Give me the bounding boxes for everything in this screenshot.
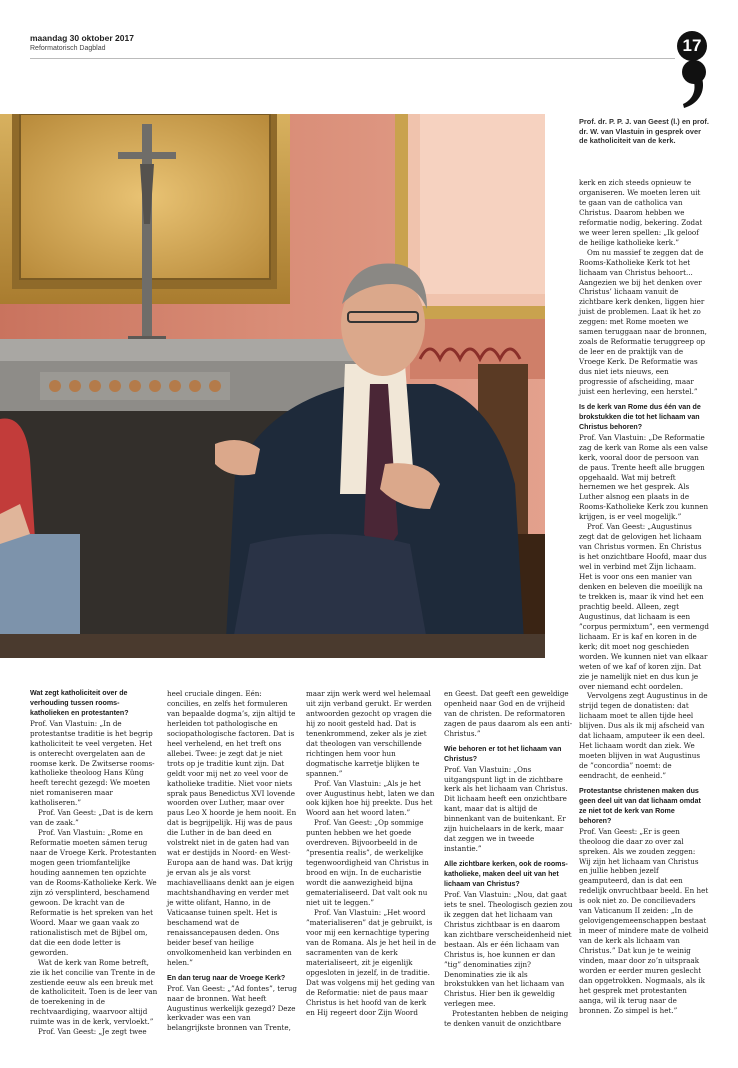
comma-logo-icon <box>680 58 708 110</box>
article-paragraph: heel cruciale dingen. Eén: concilies, en zelfs het formuleren van bepaalde dogma’s, zijn altijd te herleiden tot pathologische en sociopathologische factoren. Dat is heel verhelend, en het treft ons allebei. Twee: je zegt dat je niet trots op je traditie kunt zijn. Dat geldt voor mij net zo veel voor de katholieke traditie. Niet voor niets sprak paus Benedictus XVI lovende woorden over Luther, maar over paus Leo X hoorde je hem nooit. En dat is begrijpelijk. Hij was de paus die Luther in de ban deed en volstrekt niet in de gaten had van wat er destijds in Noord- en West-Europa aan de hand was. Dat krijg je ervan als je als vorst machiavelliaans denkt aan je eigen machtshandhaving en verder met je witte olifant, Hanno, in de Vaticaanse tuinen spelt. Het is beschamend wat de renaissancepausen deden. Ons beider besef van heilige onvolkomenheid kan verbinden en helen.” <box>167 689 297 967</box>
header-divider <box>30 58 675 59</box>
question-heading: Protestantse christenen maken dus geen deel uit van dat lichaam omdat ze niet tot de kerk van Rome behoren? <box>579 787 701 825</box>
question-heading: En dan terug naar de Vroege Kerk? <box>167 973 286 982</box>
article-paragraph: Prof. Van Geest: „Er is geen theoloog die daar zo over zal spreken. Als we zouden zeggen: Wij zijn het lichaam van Christus en jullie hebben jezelf geamputeerd, dan is dat een redelijk onvruchtbaar beeld. En het is ook niet zo. De concilievaders van Vaticanum II zeiden: „In de gelovigengemeenschappen bestaat in meer of mindere mate de volheid van de kerk als lichaam van Christus.” Dat kun je te weinig vinden, maar door zo’n uitspraak worden er eerder muren geslecht dan opgetrokken. Nogmaals, als ik het gesprek met protestanten aanga, wil ik terug naar de bronnen. Zo simpel is het.” <box>579 826 709 1015</box>
article-paragraph: Prof. Van Vlastuin: „Rome en Reformatie moeten sámen terug naar de Vroege Kerk. Protestanten mogen geen triomfantelijke houding aannemen ten opzichte van de Rooms-Katholieke Kerk. We zijn zó versplinterd, beschamend gewoon. De kracht van de Reformatie is het spreken van het Woord. Maar we gaan vaak zo rationalistisch met de Bijbel om, dat die een dode letter is geworden. <box>30 828 157 957</box>
article-column-2 <box>167 689 297 1033</box>
article-column-4 <box>444 689 574 1029</box>
photo-scene <box>0 114 545 658</box>
article-column-right <box>579 178 709 1016</box>
article-paragraph: Om nu massief te zeggen dat de Rooms-Katholieke Kerk tot het lichaam van Christus behoort... Aangezien we bij het denken over Christus’ lichaam vanuit de zichtbare kerk denken, liggen hier juist de problemen. Laat ik het zo zeggen: met Rome moeten we samen teruggaan naar de bronnen, zoals de Reformatie teruggreep op de leer en de praktijk van de Vroege Kerk. De Reformatie was dus niet iets nieuws, een progressie of afscheiding, maar juist een herleving, een herstel.” <box>579 247 707 397</box>
article-paragraph: Wat de kerk van Rome betreft, zie ik het concilie van Trente in de zestiende eeuw als een breuk met de katholiciteit. Toen is de leer van de toerekening in de rechtvaardiging, waarvoor altijd ruimte was in de kerk, vervloekt.” <box>30 957 158 1027</box>
article-paragraph: Prof. Van Vlastuin: „Als je het over Augustinus hebt, laten we dan ook kijken hoe hij preekte. Dus het Woord aan het woord laten.” <box>306 778 435 818</box>
article-paragraph: Prof. Van Geest: „”Ad fontes”, terug naar de bronnen. Wat heeft Augustinus werkelijk gezegd? Deze kerkvader was een van belangrijkste bronnen van Trente, <box>167 983 297 1033</box>
question-heading: Is de kerk van Rome dus één van de brokstukken die tot het lichaam van Christus behoren? <box>579 402 701 431</box>
article-column-3 <box>306 689 436 1017</box>
header-paper-name: Reformatorisch Dagblad <box>30 45 106 52</box>
article-paragraph: Prof. Van Vlastuin: „De Reformatie zag de kerk van Rome als een valse kerk, vooral door de persoon van de paus. Trente heeft alle bruggen opgehaald. Wat mij betreft hernemen we het gesprek. Als Luther alsnog een plaats in de Rooms-Katholieke Kerk zou kunnen krijgen, is er veel mogelijk.” <box>579 432 709 522</box>
article-paragraph: Prof. Van Vlastuin: „In de protestantse traditie is het begrip katholiciteit te veel vergeten. Het is onterecht overgelaten aan de roomse kerk. De Zwitserse rooms-katholieke theoloog Hans Küng heeft terecht gezegd: We moeten niet romaniseren maar katholiseren.” <box>30 718 155 808</box>
article-paragraph: Prof. Van Geest: „Dat is de kern van de zaak.” <box>30 808 154 828</box>
article-paragraph: en Geest. Dat geeft een geweldige openheid naar God en de vrijheid van de christen. De reformatoren zagen de paus daarom als een anti-Christus.” <box>444 689 573 738</box>
article-paragraph: Prof. Van Geest: „Je zegt twee <box>38 1027 147 1037</box>
article-paragraph: Prof. Van Geest: „Op sommige punten hebben we het goede overdreven. Bijvoorbeeld in de ”presentia realis”, de werkelijke tegenwoordigheid van Christus in brood en wijn. In de eucharistie wordt die aanwezigheid bijna gematerialiseerd. Dat valt ook nu niet uit te leggen.” <box>306 818 429 908</box>
page-number-badge: 17 <box>677 31 707 61</box>
article-paragraph: Prof. Van Vlastuin: „Het woord ”materialiseren” dat je gebruikt, is voor mij een kernachtige typering van de Romana. Als je het heil in de sacramenten van de kerk materialiseert, zit je eigenlijk opgesloten in jezelf, in de traditie. Dat was volgens mij het geding van de Reformatie: niet de paus maar Christus is het hoofd van de kerk en Hij regeert door Zijn Woord <box>306 907 436 1017</box>
question-heading: Alle zichtbare kerken, ook de rooms-katholieke, maken deel uit van het lichaam van Christus? <box>444 860 568 888</box>
article-column-1 <box>30 689 158 1037</box>
article-paragraph: Vervolgens zegt Augustinus in de strijd tegen de donatisten: dat lichaam moet te allen tijde heel blijven. Dus als ik mij afscheid van dat lichaam, amputeer ik een deel. Het lichaam wordt dan ziek. We moeten blijven in wat Augustinus de ”concordia” noemt: de eendracht, de eenheid.” <box>579 691 708 781</box>
article-paragraph: maar zijn werk werd wel helemaal uit zijn verband gerukt. Er werden antwoorden gezocht op vragen die hij zo nooit gesteld had. Dat is tenenkrommend, zeker als je ziet dat theologen van verschillende richtingen hem voor hun dogmatische karretje blijken te spannen.” <box>306 689 432 778</box>
article-paragraph: Prof. Van Geest: „Augustinus zegt dat de gelovigen het lichaam van Christus vormen. En Christus is het onzichtbare Hoofd, maar dus wel in verbind met Zijn lichaam. Het is voor ons een manier van denken en beleven die moeilijk na te trekken is, maar ik vind het een prachtig beeld. Alleen, zegt Augustinus, dat lichaam is een ”corpus permixtum”, een vermengd lichaam. Er is kaf en koren in de kerk; dit moet nog geschieden worden. We kunnen niet van elkaar weten of we kaf of koren zijn. Dat zie je namelijk niet en dus kun je over niemand echt oordelen. <box>579 522 709 691</box>
article-paragraph: Protestanten hebben de neiging te denken vanuit de onzichtbare <box>444 1009 569 1029</box>
article-photo <box>0 114 545 658</box>
article-paragraph: kerk en zich steeds opnieuw te organiseren. We moeten leren uit te gaan van de catholica van Christus. Daarom hebben we reformatie nodig, bekering. Zodat we weer leren spellen: „Ik geloof de heilige katholieke kerk.” <box>579 178 703 247</box>
article-paragraph: Prof. Van Vlastuin: „Nou, dat gaat iets te snel. Theologisch gezien zou ik zeggen dat het lichaam van Christus zichtbaar is en daarom kan zichtbare verscheidenheid niet bestaan. Als er één lichaam van Christus is, hoe kunnen er dan ”tig” denominaties zijn? Denominaties zie ik als brokstukken van het lichaam van Christus. Hier ben ik geweldig verlegen mee. <box>444 889 573 1009</box>
question-heading: Wat zegt katholiciteit over de verhouding tussen rooms-katholieken en protestanten? <box>30 689 129 717</box>
question-heading: Wie behoren er tot het lichaam van Christus? <box>444 744 562 763</box>
article-paragraph: Prof. Van Vlastuin: „Ons uitgangspunt ligt in de zichtbare kerk als het lichaam van Christus. Dit lichaam heeft een onzichtbare kant, maar dat is altijd de binnenkant van de buitenkant. Er zijn huichelaars in de kerk, maar dat zeggen we in tweede instantie.” <box>444 764 568 854</box>
photo-caption: Prof. dr. P. P. J. van Geest (l.) en prof. dr. W. van Vlastuin in gesprek over de katholiciteit van de kerk. <box>579 117 709 146</box>
header-date: maandag 30 oktober 2017 <box>30 33 134 43</box>
